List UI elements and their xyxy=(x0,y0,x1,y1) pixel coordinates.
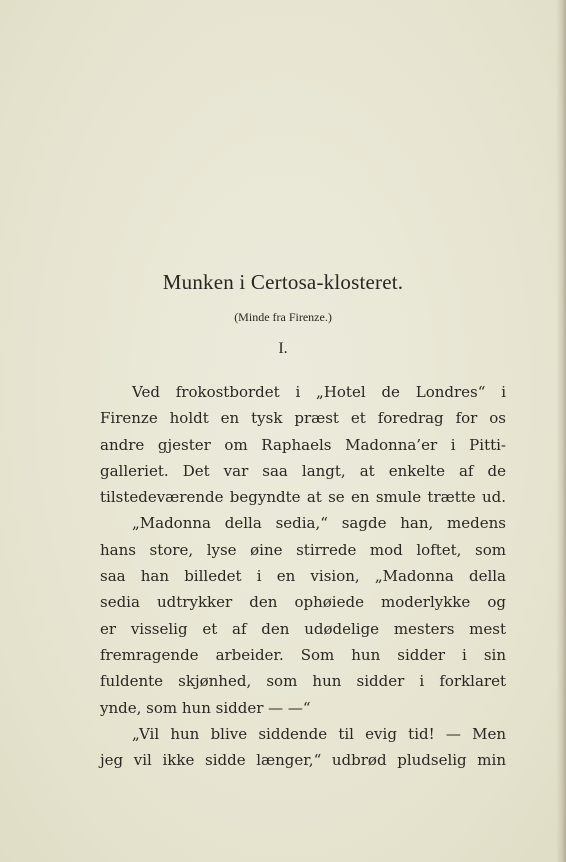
text-line: fremragende arbeider. Som hun sidder i sin xyxy=(100,645,506,664)
page-edge-shadow xyxy=(556,0,566,862)
body-text xyxy=(100,379,506,773)
text-line: hans store, lyse øine stirrede mod loftet, som xyxy=(100,540,506,559)
chapter-title: Munken i Certosa-klosteret. xyxy=(162,270,404,294)
text-line: galleriet. Det var saa langt, at enkelte af de xyxy=(100,461,506,480)
section-number: I. xyxy=(278,340,288,357)
text-line: andre gjester om Raphaels Madonna’er i Pitti- xyxy=(100,435,506,454)
text-line: saa han billedet i en vision, „Madonna della xyxy=(100,567,506,586)
text-line: Firenze holdt en tysk præst et foredrag for os xyxy=(100,409,506,428)
text-line: ynde, som hun sidder — —“ xyxy=(100,698,311,717)
text-line: sedia udtrykker den ophøiede moderlykke og xyxy=(100,593,506,612)
text-line: „Madonna della sedia,“ sagde han, medens xyxy=(132,514,506,533)
text-line: fuldente skjønhed, som hun sidder i forklaret xyxy=(100,672,506,691)
chapter-subtitle: (Minde fra Firenze.) xyxy=(234,310,332,324)
text-line: Ved frokostbordet i „Hotel de Londres“ i xyxy=(132,383,506,401)
text-line: „Vil hun blive siddende til evig tid! — Men xyxy=(132,724,506,743)
text-line: tilstedeværende begyndte at se en smule trætte ud. xyxy=(100,488,506,507)
text-line: jeg vil ikke sidde længer,“ udbrød pludselig min xyxy=(100,751,506,770)
text-line: er visselig et af den udødelige mesters mest xyxy=(100,619,506,638)
